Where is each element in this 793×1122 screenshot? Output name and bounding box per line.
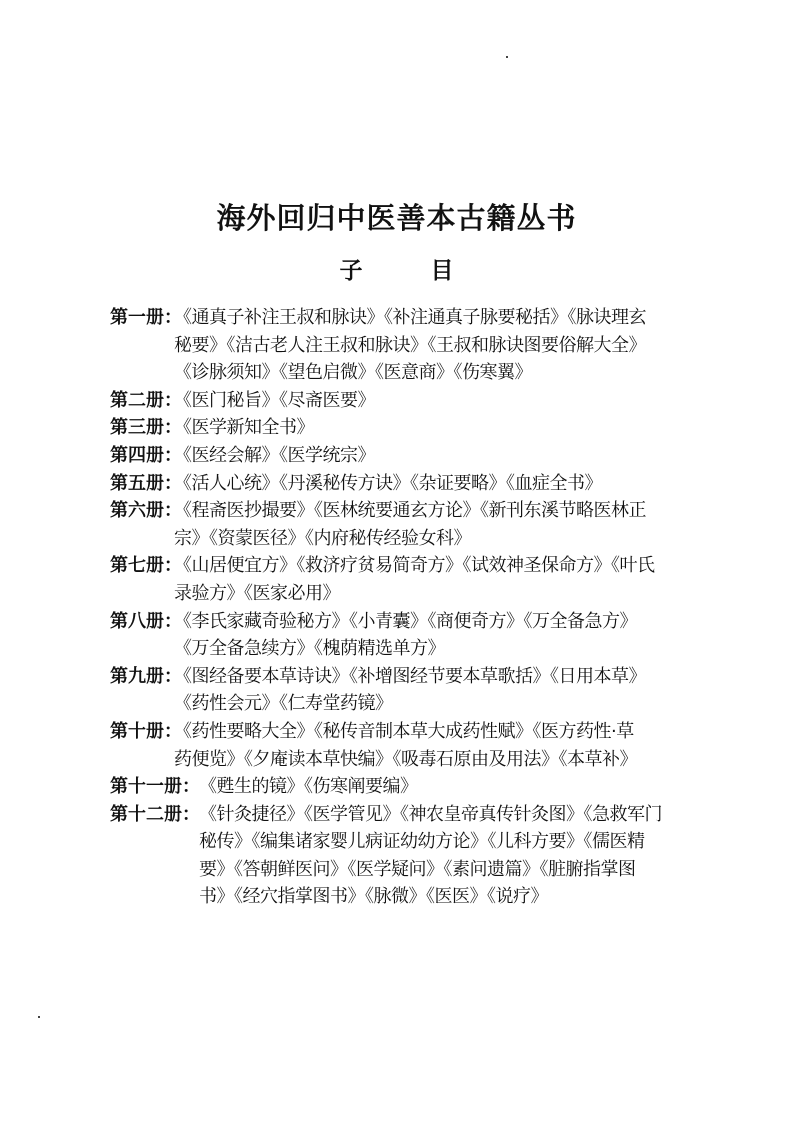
volume-label: 第二册： xyxy=(110,389,182,411)
volume-entry xyxy=(110,387,700,415)
volume-titles xyxy=(174,387,700,415)
volume-label: 第五册： xyxy=(110,472,182,494)
title-line: 《山居便宜方》《救济疗贫易简奇方》《试效神圣保命方》《叶氏 xyxy=(174,555,655,577)
volume-titles xyxy=(174,414,700,442)
title-line: 秘要》《洁古老人注王叔和脉诀》《王叔和脉诀图要俗解大全》 xyxy=(174,334,646,356)
volume-titles xyxy=(174,608,700,663)
title-line: 《诊脉须知》《望色启微》《医意商》《伤寒翼》 xyxy=(174,362,532,384)
volume-label: 第三册： xyxy=(110,417,182,439)
section-heading xyxy=(0,252,793,285)
volume-entry xyxy=(110,470,700,498)
scan-speck xyxy=(38,1016,40,1018)
volume-label: 第七册： xyxy=(110,555,182,577)
volume-entry xyxy=(110,442,700,470)
title-line: 《程斋医抄撮要》《医林统要通玄方论》《新刊东溪节略医林正 xyxy=(174,500,646,522)
title-line: 《医经会解》《医学统宗》 xyxy=(174,444,375,466)
title-line: 《医学新知全书》 xyxy=(174,417,314,439)
volume-label: 第四册： xyxy=(110,444,182,466)
volume-titles xyxy=(174,552,700,607)
title-line: 《甦生的镜》《伤寒阐要编》 xyxy=(199,776,418,798)
volume-list xyxy=(110,304,700,911)
title-line: 《药性会元》《仁寿堂药镜》 xyxy=(174,693,393,715)
volume-titles xyxy=(174,497,700,552)
volume-entry xyxy=(110,801,700,911)
volume-label: 第十一册： xyxy=(110,776,200,798)
heading-char: 目 xyxy=(430,258,454,284)
volume-label: 第一册： xyxy=(110,307,182,328)
title-line: 宗》《资蒙医径》《内府秘传经验女科》 xyxy=(174,527,471,549)
volume-titles xyxy=(199,773,700,801)
volume-label: 第九册： xyxy=(110,665,182,687)
heading-char: 子 xyxy=(339,258,363,284)
volume-titles xyxy=(174,442,700,470)
title-line: 《药性要略大全》《秘传音制本草大成药性赋》《医方药性·草 xyxy=(174,720,634,742)
volume-entry xyxy=(110,497,700,552)
title-line: 秘传》《编集诸家婴儿病证幼幼方论》《儿科方要》《儒医精 xyxy=(199,831,645,853)
title-line: 《图经备要本草诗诀》《补增图经节要本草歌括》《日用本草》 xyxy=(174,665,646,687)
title-line: 书》《经穴指掌图书》《脉微》《医医》《说疗》 xyxy=(199,886,548,908)
title-line: 《万全备急续方》《槐荫精选单方》 xyxy=(174,638,445,660)
title-line: 《医门秘旨》《尽斋医要》 xyxy=(174,389,375,411)
title-line: 药便览》《夕庵读本草快编》《吸毒石原由及用法》《本草补》 xyxy=(174,748,637,770)
volume-entry xyxy=(110,552,700,607)
volume-label: 第十二册： xyxy=(110,803,200,825)
volume-entry xyxy=(110,414,700,442)
title-line: 《李氏家藏奇验秘方》《小青囊》《商便奇方》《万全备急方》 xyxy=(174,610,637,632)
title-line: 《活人心统》《丹溪秘传方诀》《杂证要略》《血症全书》 xyxy=(174,472,602,494)
volume-titles xyxy=(174,470,700,498)
volume-entry xyxy=(110,718,700,773)
title-line: 《通真子补注王叔和脉诀》《补注通真子脉要秘括》《脉诀理玄 xyxy=(174,307,646,328)
volume-titles xyxy=(174,304,700,387)
title-line: 要》《答朝鲜医问》《医学疑问》《素问遗篇》《脏腑指掌图 xyxy=(199,858,636,880)
title-line: 《针灸捷径》《医学管见》《神农皇帝真传针灸图》《急救军门 xyxy=(199,803,662,825)
volume-label: 第十册： xyxy=(110,720,182,742)
volume-titles xyxy=(174,718,700,773)
volume-entry xyxy=(110,773,700,801)
volume-titles xyxy=(199,801,700,911)
volume-titles xyxy=(174,663,700,718)
title-line: 录验方》《医家必用》 xyxy=(174,582,340,604)
scan-speck xyxy=(506,56,508,58)
volume-entry xyxy=(110,663,700,718)
volume-label: 第八册： xyxy=(110,610,182,632)
volume-label: 第六册： xyxy=(110,500,182,522)
book-series-title: 海外回归中医善本古籍丛书 xyxy=(216,201,577,235)
volume-entry xyxy=(110,608,700,663)
volume-entry xyxy=(110,304,700,387)
